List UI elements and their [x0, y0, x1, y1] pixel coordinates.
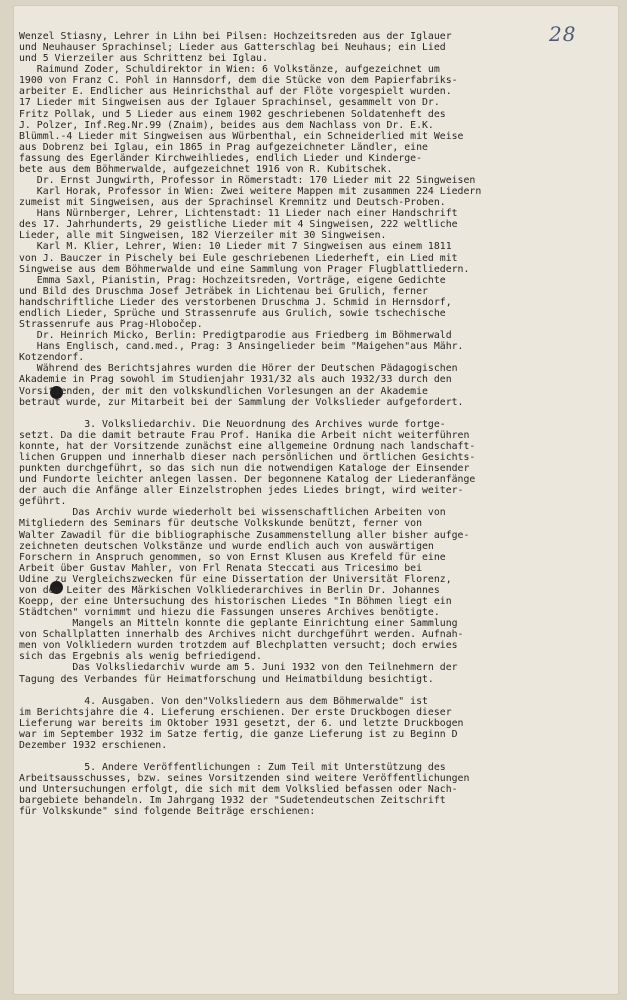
text-line: bete aus dem Böhmerwalde, aufgezeichnet 1916 von R. Kubitschek. — [19, 163, 393, 175]
text-line: bargebiete behandeln. Im Jahrgang 1932 der "Sudetendeutschen Zeitschrift — [19, 795, 446, 807]
text-line: punkten durchgeführt, so das sich nun die notwendigen Kataloge der Einsender — [19, 463, 470, 475]
text-line: Städtchen" vornimmt und hiezu die Fassungen unseres Archives benötigte. — [19, 607, 440, 619]
blank-line — [19, 408, 617, 419]
text-line: und Bild des Druschma Josef Jeträbek in Lichtenau bei Grulich, ferner — [19, 285, 428, 297]
text-line: und Neuhauser Sprachinsel; Lieder aus Gatterschlag bei Neuhaus; ein Lied — [19, 42, 446, 54]
text-line: J. Polzer, Inf.Reg.Nr.99 (Znaim), beides aus dem Nachlass von Dr. E.K. — [19, 119, 434, 131]
text-line: Wenzel Stiasny, Lehrer in Lihn bei Pilsen: Hochzeitsreden aus der Iglauer — [19, 31, 452, 42]
text-line: Forschern in Anspruch genommen, so von Ernst Klusen aus Krefeld für eine — [19, 551, 446, 563]
text-line: von J. Bauczer in Pischely bei Eule geschriebenen Liederheft, ein Lied mit — [19, 252, 458, 264]
text-line: Das Archiv wurde wiederholt bei wissenschaftlichen Arbeiten von — [19, 507, 446, 519]
text-line: setzt. Da die damit betraute Frau Prof. Hanika die Arbeit nicht weiterführen — [19, 429, 470, 441]
text-line: 4. Ausgaben. Von den"Volksliedern aus dem Böhmerwalde" ist — [19, 695, 428, 707]
blank-line — [19, 751, 617, 762]
text-line: Vorsitzenden, der mit den volkskundlichen Vorlesungen an der Akademie — [19, 385, 428, 397]
text-line: im Berichtsjahre die 4. Lieferung erschienen. Der erste Druckbogen dieser — [19, 706, 452, 718]
text-line: Dr. Ernst Jungwirth, Professor in Römerstadt: 170 Lieder mit 22 Singweisen — [19, 175, 476, 187]
text-line: Hans Englisch, cand.med., Prag: 3 Ansingelieder beim "Maigehen"aus Mähr. — [19, 341, 464, 353]
text-line: Lieferung war bereits im Oktober 1931 gesetzt, der 6. und letzte Druckbogen — [19, 717, 464, 729]
text-line: sich das Ergebnis als wenig befriedigend. — [19, 651, 262, 663]
text-line: aus Dobrenz bei Iglau, ein 1865 in Prag aufgezeichneter Ländler, eine — [19, 141, 428, 153]
text-line: Fritz Pollak, und 5 Lieder aus einem 1902 geschriebenen Soldatenheft des — [19, 108, 446, 120]
text-line: Dr. Heinrich Micko, Berlin: Predigtparodie aus Friedberg im Böhmerwald — [19, 330, 452, 342]
text-line: Mangels an Mitteln konnte die geplante Einrichtung einer Sammlung — [19, 618, 458, 630]
text-line: von dem Leiter des Märkischen Volkliederarchives in Berlin Dr. Johannes — [19, 584, 440, 596]
text-line: war im September 1932 im Satze fertig, die ganze Lieferung ist zu Beginn D — [19, 728, 458, 740]
text-line: Blümml.-4 Lieder mit Singweisen aus Würbenthal, ein Schneiderlied mit Weise — [19, 130, 464, 142]
text-line: Tagung des Verbandes für Heimatforschung und Heimatbildung besichtigt. — [19, 673, 434, 685]
text-line: geführt. — [19, 496, 67, 508]
text-line: Arbeitsausschusses, bzw. seines Vorsitzenden sind weitere Veröffentlichungen — [19, 773, 470, 785]
text-line: und 5 Vierzeiler aus Schrittenz bei Iglau. — [19, 53, 268, 65]
text-line: der auch die Anfänge aller Einzelstrophen jedes Liedes bringt, wird weiter- — [19, 485, 464, 497]
document-body — [19, 31, 617, 818]
text-line: 3. Volksliedarchiv. Die Neuordnung des Archives wurde fortge- — [19, 418, 446, 430]
text-line: fassung des Egerländer Kirchweihliedes, endlich Lieder und Kinderge- — [19, 152, 422, 164]
text-line: Strassenrufe aus Prag-Hlobočep. — [19, 319, 203, 331]
text-line: arbeiter E. Endlicher aus Heinrichsthal auf der Flöte vorgespielt wurden. — [19, 86, 452, 98]
text-line: 5. Andere Veröffentlichungen : Zum Teil mit Unterstützung des — [19, 762, 446, 774]
text-line: Singweise aus dem Böhmerwalde und eine Sammlung von Prager Flugblattliedern. — [19, 263, 470, 275]
text-line: Akademie in Prag sowohl im Studienjahr 1931/32 als auch 1932/33 durch den — [19, 374, 452, 386]
text-line: Walter Zawadil für die bibliographische Zusammenstellung aller bisher aufge- — [19, 529, 470, 541]
text-line: Arbeit über Gustav Mahler, von Frl Renata Steccati aus Tricesimo bei — [19, 562, 422, 574]
blank-line — [19, 685, 617, 696]
text-line: men von Volkliedern wurden trotzdem auf Blechplatten versucht; doch erwies — [19, 640, 458, 652]
text-line: Kotzendorf. — [19, 352, 85, 364]
text-line: zeichneten deutschen Volkstänze und wurde endlich auch von auswärtigen — [19, 540, 434, 552]
text-line: und Fundorte leichter anlegen lassen. Der begonnene Katalog der Liederanfänge — [19, 474, 476, 486]
text-line: zumeist mit Singweisen, aus der Sprachinsel Kremnitz und Deutsch-Proben. — [19, 197, 446, 209]
text-line: handschriftliche Lieder des verstorbenen Druschma J. Schmid in Hernsdorf, — [19, 296, 452, 308]
text-line: betraut wurde, zur Mitarbeit bei der Sammlung der Volkslieder aufgefordert. — [19, 396, 464, 408]
text-line: Koepp, der eine Untersuchung des historischen Liedes "In Böhmen liegt ein — [19, 595, 452, 607]
text-line: und Untersuchungen erfolgt, die sich mit dem Volkslied befassen oder Nach- — [19, 784, 458, 796]
text-line: lichen Gruppen und innerhalb dieser nach persönlichen und örtlichen Gesichts- — [19, 451, 476, 463]
text-line: für Volkskunde" sind folgende Beiträge erschienen: — [19, 806, 316, 818]
page-number: 28 — [549, 22, 577, 46]
text-line: Raimund Zoder, Schuldirektor in Wien: 6 Volkstänze, aufgezeichnet um — [19, 64, 440, 76]
text-line: Emma Saxl, Pianistin, Prag: Hochzeitsreden, Vorträge, eigene Gedichte — [19, 274, 446, 286]
text-line: konnte, hat der Vorsitzende zunächst eine allgemeine Ordnung nach landschaft- — [19, 440, 476, 452]
text-line: Dezember 1932 erschienen. — [19, 740, 168, 751]
text-line: Karl M. Klier, Lehrer, Wien: 10 Lieder mit 7 Singweisen aus einem 1811 — [19, 241, 452, 253]
text-line: endlich Lieder, Sprüche und Strassenrufe aus Grulich, sowie tschechische — [19, 307, 446, 319]
text-line: Udine zu Vergleichszwecken für eine Dissertation der Universität Florenz, — [19, 573, 452, 585]
text-line: Lieder, alle mit Singweisen, 182 Vierzeiler mit 30 Singweisen. — [19, 230, 387, 242]
text-line: des 17. Jahrhunderts, 29 geistliche Lieder mit 4 Singweisen, 222 weltliche — [19, 219, 458, 231]
text-line: von Schallplatten innerhalb des Archives nicht durchgeführt werden. Aufnah- — [19, 629, 464, 641]
text-line: Während des Berichtsjahres wurden die Hörer der Deutschen Pädagogischen — [19, 363, 458, 375]
text-line: Karl Horak, Professor in Wien: Zwei weitere Mappen mit zusammen 224 Liedern — [19, 186, 482, 198]
text-line: 1900 von Franz C. Pohl in Hannsdorf, dem die Stücke von dem Papierfabriks- — [19, 75, 458, 87]
text-line: Mitgliedern des Seminars für deutsche Volkskunde benützt, ferner von — [19, 518, 422, 530]
text-line: 17 Lieder mit Singweisen aus der Iglauer Sprachinsel, gesammelt von Dr. — [19, 97, 440, 109]
text-line: Das Volksliedarchiv wurde am 5. Juni 1932 von den Teilnehmern der — [19, 662, 458, 674]
text-line: Hans Nürnberger, Lehrer, Lichtenstadt: 11 Lieder nach einer Handschrift — [19, 208, 458, 220]
